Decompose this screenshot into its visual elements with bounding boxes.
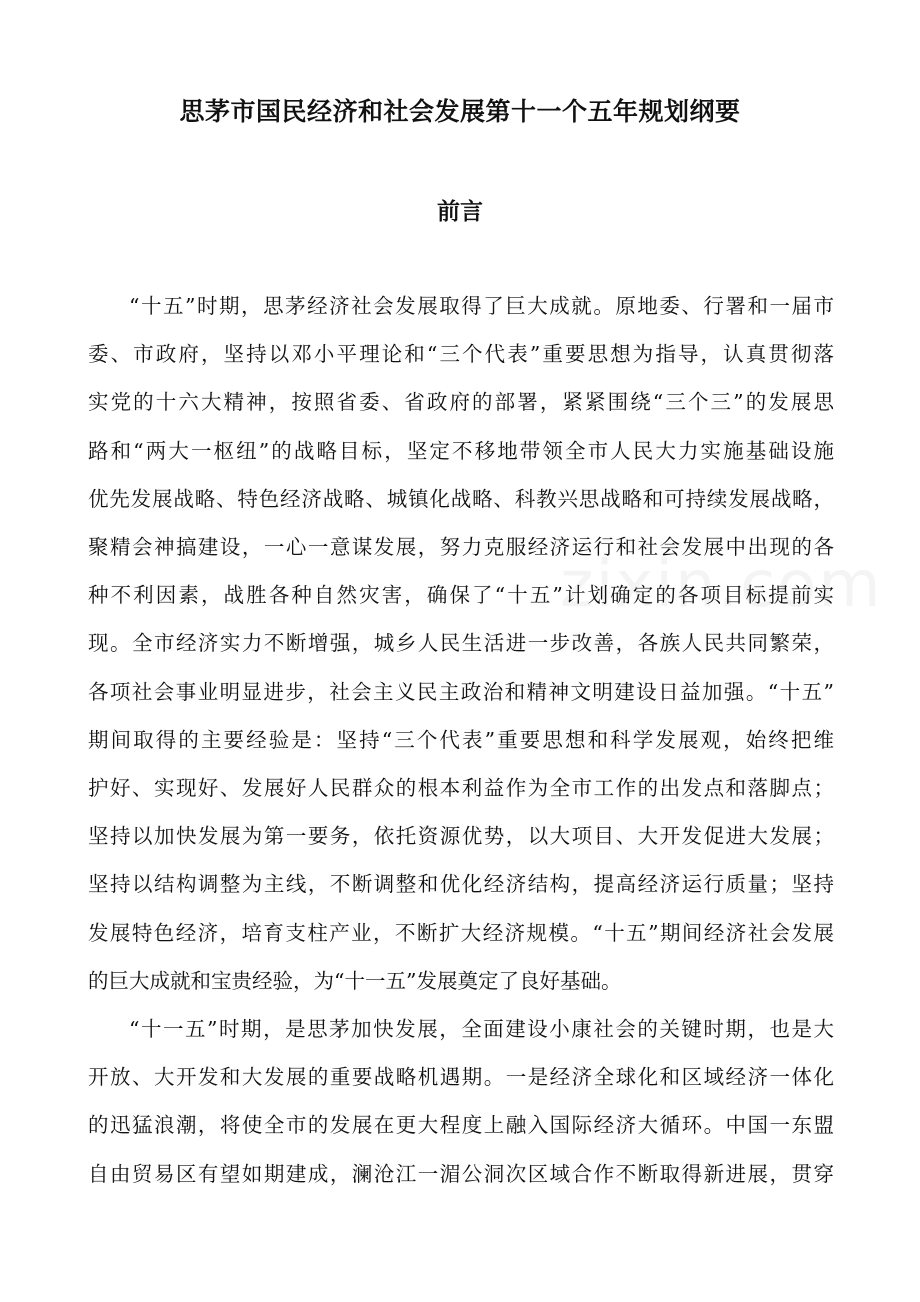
text-line: 开放、大开发和大发展的重要战略机遇期。一是经济全球化和区域经济一体化	[88, 1065, 834, 1090]
text-line: 委、市政府，坚持以邓小平理论和“三个代表”重要思想为指导，认真贯彻落	[88, 342, 834, 367]
text-line: “十一五”时期，是思茅加快发展，全面建设小康社会的关键时期，也是大	[129, 1017, 834, 1041]
text-line: 的巨大成就和宝贵经验，为“十一五”发展奠定了良好基础。	[88, 968, 622, 993]
text-line: “十五”时期，思茅经济社会发展取得了巨大成就。原地委、行署和一届市	[129, 294, 834, 318]
text-line: 各项社会事业明显进步，社会主义民主政治和精神文明建设日益加强。“十五”	[88, 679, 834, 704]
text-line: 的迅猛浪潮，将使全市的发展在更大程度上融入国际经济大循环。中国一东盟	[88, 1113, 834, 1138]
text-line: 实党的十六大精神，按照省委、省政府的部署，紧紧围绕“三个三”的发展思	[88, 390, 834, 415]
text-line: 发展特色经济，培育支柱产业，不断扩大经济规模。“十五”期间经济社会发展	[88, 920, 834, 945]
text-line: 期间取得的主要经验是：坚持“三个代表”重要思想和科学发展观，始终把维	[88, 727, 834, 752]
text-line: 现。全市经济实力不断增强，城乡人民生活进一步改善，各族人民共同繁荣，	[88, 631, 834, 656]
text-line: 坚持以加快发展为第一要务，依托资源优势，以大项目、大开发促进大发展；	[88, 824, 834, 849]
text-line: 自由贸易区有望如期建成，澜沧江一湄公洞次区域合作不断取得新进展，贯穿	[88, 1161, 834, 1186]
text-line: 坚持以结构调整为主线，不断调整和优化经济结构，提高经济运行质量；坚持	[88, 872, 834, 897]
text-line: 种不利因素，战胜各种自然灾害，确保了“十五”计划确定的各项目标提前实	[88, 583, 834, 608]
text-line: 路和“两大一枢纽”的战略目标，坚定不移地带领全市人民大力实施基础设施	[88, 438, 834, 463]
text-line: 聚精会神搞建设，一心一意谋发展，努力克服经济运行和社会发展中出现的各	[88, 535, 834, 559]
text-line: 护好、实现好、发展好人民群众的根本利益作为全市工作的出发点和落脚点；	[88, 776, 834, 800]
section-heading: 前言	[437, 198, 483, 225]
text-line: 优先发展战略、特色经济战略、城镇化战略、科教兴思战略和可持续发展战略，	[88, 486, 834, 511]
document-title: 思茅市国民经济和社会发展第十一个五年规划纲要	[179, 97, 741, 126]
